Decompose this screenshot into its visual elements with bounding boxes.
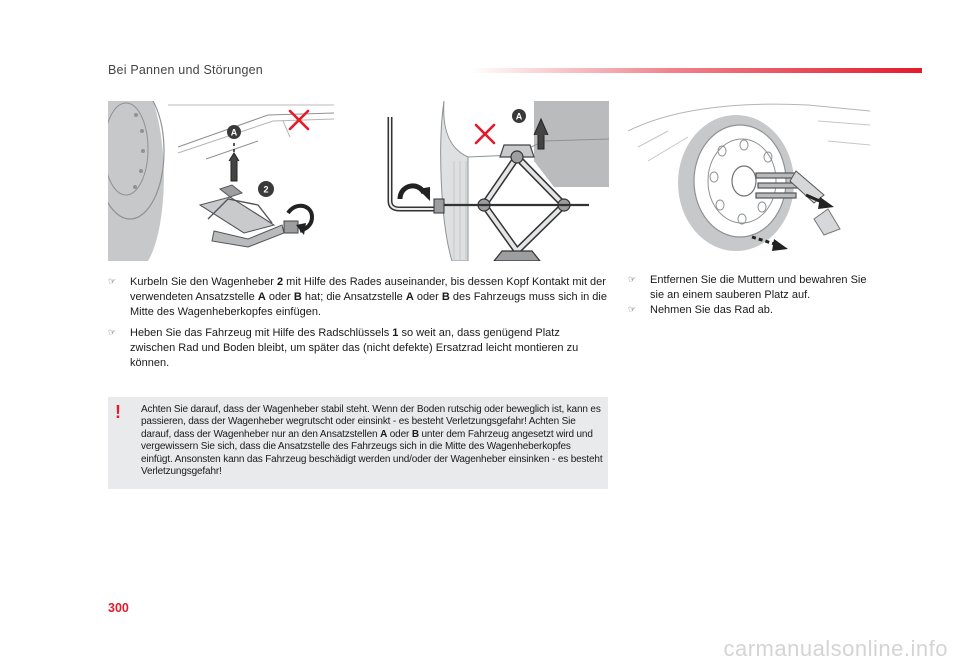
text-run: Kurbeln Sie den Wagenheber <box>130 276 277 288</box>
watermark: carmanualsonline.info <box>723 636 948 661</box>
text-run: des Fahrzeugs muss sich in die Mitte des Wagenheberkopfes einfügen. <box>130 291 607 318</box>
title-rule <box>470 68 922 73</box>
instructions-right <box>628 273 873 318</box>
text-run: Nehmen Sie das Rad ab. <box>650 304 773 316</box>
instruction-item <box>108 326 608 371</box>
pointing-hand-icon: ☞ <box>628 305 637 315</box>
label-jack-number: 2 <box>263 184 269 195</box>
text-run: Achten Sie darauf, dass der Wagenheber stabil steht. Wenn der Boden rutschig oder beweglich ist, kann es passieren, dass der Wagenheber wegrutscht oder einsinkt - es besteht Verletzungsgefahr! Achten Sie darauf, dass der Wagenheber nur an den Ansatzstellen <box>141 404 601 440</box>
pointing-hand-icon: ☞ <box>628 275 637 285</box>
text-run: oder <box>387 428 412 440</box>
instruction-item <box>108 275 608 320</box>
label-a: A <box>230 127 238 138</box>
jack-position-drawing <box>108 101 334 261</box>
text-run: so weit an, dass genügend Platz zwischen Rad und Boden bleibt, um später das (nicht defekte) Ersatzrad leicht montieren zu können. <box>130 327 579 369</box>
text-run: oder <box>413 291 442 303</box>
instruction-item <box>628 273 873 303</box>
text-run: Heben Sie das Fahrzeug mit Hilfe des Radschlüssels <box>130 327 393 339</box>
bold-reference: B <box>441 291 450 303</box>
page-number: 300 <box>108 601 129 615</box>
text-run: Entfernen Sie die Muttern und bewahren Sie sie an einem sauberen Platz auf. <box>650 274 867 301</box>
warning-box <box>108 397 608 489</box>
illustration-jack-position <box>108 101 334 261</box>
instruction-text <box>130 276 607 318</box>
instruction-text <box>650 274 866 301</box>
bold-reference: A <box>257 291 266 303</box>
warning-text <box>141 404 603 478</box>
label-a: A <box>515 111 523 122</box>
warning-icon: ! <box>115 402 121 422</box>
instruction-text <box>650 304 773 316</box>
text-run: hat; die Ansatzstelle <box>301 291 406 303</box>
crank-jack-drawing <box>384 101 609 261</box>
bold-reference: 1 <box>392 327 399 339</box>
bold-reference: A <box>380 428 388 440</box>
pointing-hand-icon: ☞ <box>108 328 117 338</box>
bold-reference: 2 <box>276 276 284 288</box>
text-run: mit Hilfe des Rades auseinander, bis dessen Kopf Kontakt mit der verwendeten Ansatzstelle <box>130 276 606 303</box>
bold-reference: B <box>411 428 419 440</box>
instruction-item <box>628 303 873 318</box>
bold-reference: A <box>405 291 414 303</box>
pointing-hand-icon: ☞ <box>108 277 117 287</box>
section-title: Bei Pannen und Störungen <box>108 63 263 77</box>
text-run: oder <box>265 291 294 303</box>
illustration-crank-jack <box>384 101 609 261</box>
bold-reference: B <box>293 291 302 303</box>
illustration-remove-wheel <box>628 101 870 261</box>
text-run: unter dem Fahrzeug angesetzt wird und vergewissern Sie sich, dass die Ansatzstelle des Fahrzeugs sich in die Mitte des Wagenheberkopfes einfügt. Ansonsten kann das Fahrzeug beschädigt werden und/oder der Wagenheber einsinken - es besteht Verletzungsgefahr! <box>141 428 603 478</box>
instruction-text <box>130 327 578 369</box>
instructions-left <box>108 275 608 371</box>
remove-wheel-drawing <box>628 101 870 261</box>
